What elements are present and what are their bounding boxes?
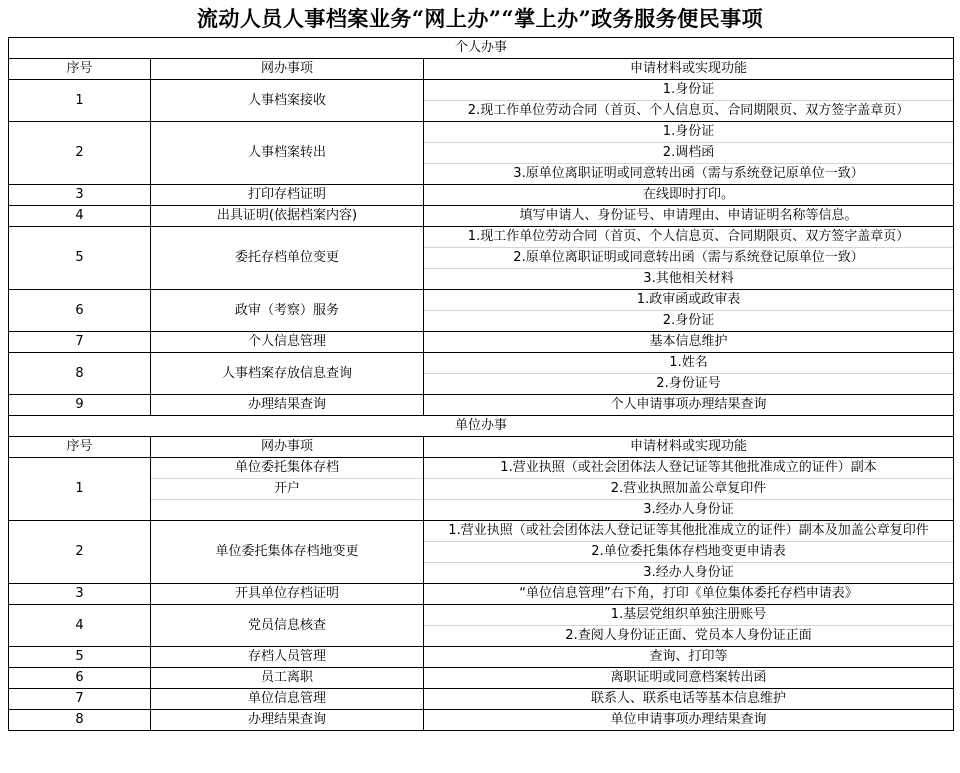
item-name: 人事档案接收 [151,80,424,122]
item-material: 2.调档函 [424,143,954,164]
section-header-row [9,38,954,59]
item-no: 3 [9,584,151,605]
item-material: 查询、打印等 [424,647,954,668]
item-no: 6 [9,668,151,689]
item-material: 填写申请人、身份证号、申请理由、申请证明名称等信息。 [424,206,954,227]
table-row [9,185,954,206]
section-heading-unit: 单位办事 [9,416,954,437]
item-no: 7 [9,332,151,353]
item-no: 4 [9,605,151,647]
section-heading-personal: 个人办事 [9,38,954,59]
col-header-materials: 申请材料或实现功能 [424,59,954,80]
col-header-item: 网办事项 [151,437,424,458]
item-material: 1.身份证 [424,122,954,143]
item-name: 存档人员管理 [151,647,424,668]
item-name: 单位委托集体存档 [151,458,424,479]
table-row [9,668,954,689]
item-material: 1.基层党组织单独注册账号 [424,605,954,626]
item-name: 委托存档单位变更 [151,227,424,290]
item-no: 7 [9,689,151,710]
table-row [9,479,954,500]
item-material: 1.营业执照（或社会团体法人登记证等其他批准成立的证件）副本及加盖公章复印件 [424,521,954,542]
item-material: 单位申请事项办理结果查询 [424,710,954,731]
item-no: 6 [9,290,151,332]
item-name: 办理结果查询 [151,395,424,416]
item-name: 人事档案存放信息查询 [151,353,424,395]
table-row [9,227,954,248]
table-row [9,290,954,311]
table-row [9,80,954,101]
column-header-row [9,437,954,458]
table-row [9,689,954,710]
item-name: 员工离职 [151,668,424,689]
item-material: 1.姓名 [424,353,954,374]
column-header-row [9,59,954,80]
item-no: 4 [9,206,151,227]
item-no: 8 [9,710,151,731]
col-header-item: 网办事项 [151,59,424,80]
item-name: 个人信息管理 [151,332,424,353]
table-row [9,122,954,143]
item-name-empty [151,500,424,521]
table-row [9,353,954,374]
item-material: 联系人、联系电话等基本信息维护 [424,689,954,710]
col-header-no: 序号 [9,437,151,458]
item-no: 2 [9,521,151,584]
table-row [9,710,954,731]
item-material: 2.查阅人身份证正面、党员本人身份证正面 [424,626,954,647]
item-material: 1.身份证 [424,80,954,101]
col-header-materials: 申请材料或实现功能 [424,437,954,458]
item-no: 5 [9,227,151,290]
item-material: 2.单位委托集体存档地变更申请表 [424,542,954,563]
item-material: 基本信息维护 [424,332,954,353]
item-no: 1 [9,80,151,122]
item-material: 3.经办人身份证 [424,500,954,521]
item-material: 2.身份证号 [424,374,954,395]
item-name: 政审（考察）服务 [151,290,424,332]
item-material: 1.政审函或政审表 [424,290,954,311]
item-no: 8 [9,353,151,395]
item-material: 2.现工作单位劳动合同（首页、个人信息页、合同期限页、双方签字盖章页） [424,101,954,122]
table-row [9,395,954,416]
item-material: 3.其他相关材料 [424,269,954,290]
item-name: 单位信息管理 [151,689,424,710]
page-title: 流动人员人事档案业务“网上办”“掌上办”政务服务便民事项 [196,6,764,31]
item-name: 开户 [151,479,424,500]
col-header-no: 序号 [9,59,151,80]
table-row [9,584,954,605]
item-material: 2.原单位离职证明或同意转出函（需与系统登记原单位一致） [424,248,954,269]
item-material: 1.营业执照（或社会团体法人登记证等其他批准成立的证件）副本 [424,458,954,479]
table-row [9,206,954,227]
item-material: 3.原单位离职证明或同意转出函（需与系统登记原单位一致） [424,164,954,185]
item-material: 2.身份证 [424,311,954,332]
item-no: 9 [9,395,151,416]
table-row [9,458,954,479]
item-name: 人事档案转出 [151,122,424,185]
item-name: 打印存档证明 [151,185,424,206]
item-material: 在线即时打印。 [424,185,954,206]
item-no: 3 [9,185,151,206]
table-row [9,647,954,668]
section-header-row [9,416,954,437]
item-material: 2.营业执照加盖公章复印件 [424,479,954,500]
item-material: 离职证明或同意档案转出函 [424,668,954,689]
item-material: 个人申请事项办理结果查询 [424,395,954,416]
item-name: 出具证明(依据档案内容) [151,206,424,227]
item-name: 办理结果查询 [151,710,424,731]
item-material: 3.经办人身份证 [424,563,954,584]
item-name: 开具单位存档证明 [151,584,424,605]
item-no: 2 [9,122,151,185]
services-table [8,37,954,731]
item-material: “单位信息管理”右下角，打印《单位集体委托存档申请表》 [424,584,954,605]
item-no: 1 [9,458,151,521]
item-no: 5 [9,647,151,668]
table-row [9,500,954,521]
table-row [9,605,954,626]
item-material: 1.现工作单位劳动合同（首页、个人信息页、合同期限页、双方签字盖章页） [424,227,954,248]
item-name: 党员信息核查 [151,605,424,647]
table-row [9,332,954,353]
item-name: 单位委托集体存档地变更 [151,521,424,584]
